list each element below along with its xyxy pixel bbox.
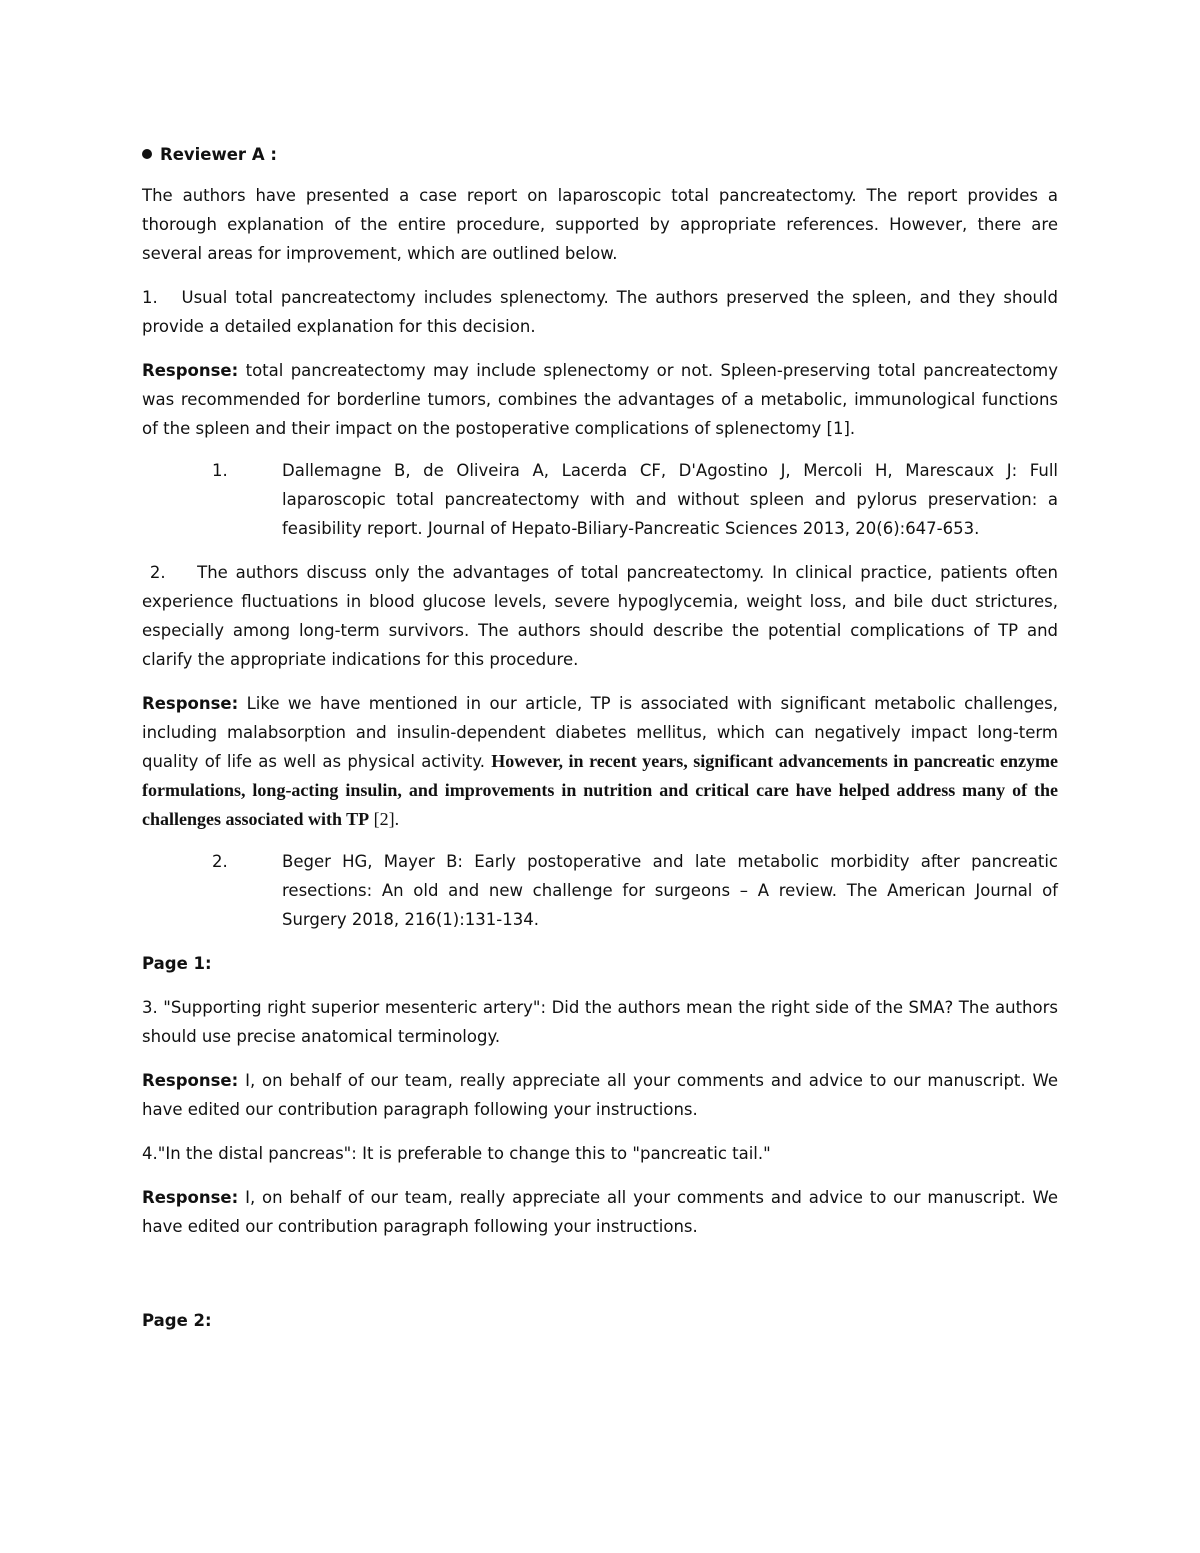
comment-2 — [142, 558, 1058, 674]
response-1-label: Response: — [142, 361, 239, 380]
spacer — [142, 1256, 1058, 1306]
intro-paragraph: The authors have presented a case report on laparoscopic total pancreatectomy. The report provides a thorough explanation of the entire procedure, supported by appropriate references. However, there are several areas for improvement, which are outlined below. — [142, 186, 1058, 263]
reference-2-text: Beger HG, Mayer B: Early postoperative and late metabolic morbidity after pancreatic resections: An old and new challenge for surgeons – A review. The American Journal of Surgery 2018, 216(1):131-134. — [282, 852, 1058, 929]
response-2 — [142, 689, 1058, 834]
comment-1-text: Usual total pancreatectomy includes splenectomy. The authors preserved the spleen, and they should provide a detailed explanation for this decision. — [142, 288, 1058, 336]
reference-1 — [212, 456, 1058, 543]
document-content — [142, 140, 1058, 1350]
response-4-label: Response: — [142, 1188, 239, 1207]
comment-3: 3. "Supporting right superior mesenteric artery": Did the authors mean the right side of the SMA? The authors should use precise anatomical terminology. — [142, 998, 1058, 1046]
response-2-label: Response: — [142, 694, 239, 713]
response-1 — [142, 356, 1058, 443]
response-2-bold-text: However, in recent years, significant advancements in pancreatic enzyme formulations, long-acting insulin, and improvements in nutrition and critical care have helped address many of the challenges associated with TP — [142, 751, 1058, 829]
comment-1 — [142, 283, 1058, 341]
page-1-heading: Page 1: — [142, 954, 212, 973]
comment-4: 4."In the distal pancreas": It is preferable to change this to "pancreatic tail." — [142, 1144, 771, 1163]
reference-1-text: Dallemagne B, de Oliveira A, Lacerda CF, D'Agostino J, Mercoli H, Marescaux J: Full laparoscopic total pancreatectomy with and without spleen and pylorus preservation: a feasibility report. Journal of Hepato-Biliary-Pancreatic Sciences 2013, 20(6):647-653. — [282, 461, 1058, 538]
response-1-text: total pancreatectomy may include splenectomy or not. Spleen-preserving total pancreatectomy was recommended for borderline tumors, combines the advantages of a metabolic, immunological functions of the spleen and their impact on the postoperative complications of splenectomy [1]. — [142, 361, 1058, 438]
response-2-text: Like we have mentioned in our article, TP is associated with significant metabolic challenges, including malabsorption and insulin-dependent diabetes mellitus, which can negatively impact long-term quality of life as well as physical activity. — [142, 694, 1058, 771]
reviewer-title: Reviewer A : — [160, 145, 277, 164]
reference-1-number: 1. — [212, 461, 228, 480]
response-3 — [142, 1066, 1058, 1124]
comment-2-number: 2. — [149, 563, 166, 582]
response-2-tail: [2]. — [369, 809, 400, 829]
response-3-text: I, on behalf of our team, really appreciate all your comments and advice to our manuscript. We have edited our contribution paragraph following your instructions. — [142, 1071, 1058, 1119]
comment-1-number: 1. — [142, 288, 158, 307]
response-4-text: I, on behalf of our team, really appreciate all your comments and advice to our manuscript. We have edited our contribution paragraph following your instructions. — [142, 1188, 1058, 1236]
reference-2 — [212, 847, 1058, 934]
comment-2-text: The authors discuss only the advantages of total pancreatectomy. In clinical practice, patients often experience fluctuations in blood glucose levels, severe hypoglycemia, weight loss, and bile duct strictures, especially among long-term survivors. The authors should describe the potential complications of TP and clarify the appropriate indications for this procedure. — [142, 563, 1058, 669]
bullet-icon — [142, 149, 152, 159]
reviewer-heading — [142, 140, 1058, 169]
response-4 — [142, 1183, 1058, 1241]
reference-2-number: 2. — [212, 852, 228, 871]
page-2-heading: Page 2: — [142, 1311, 212, 1330]
response-3-label: Response: — [142, 1071, 239, 1090]
